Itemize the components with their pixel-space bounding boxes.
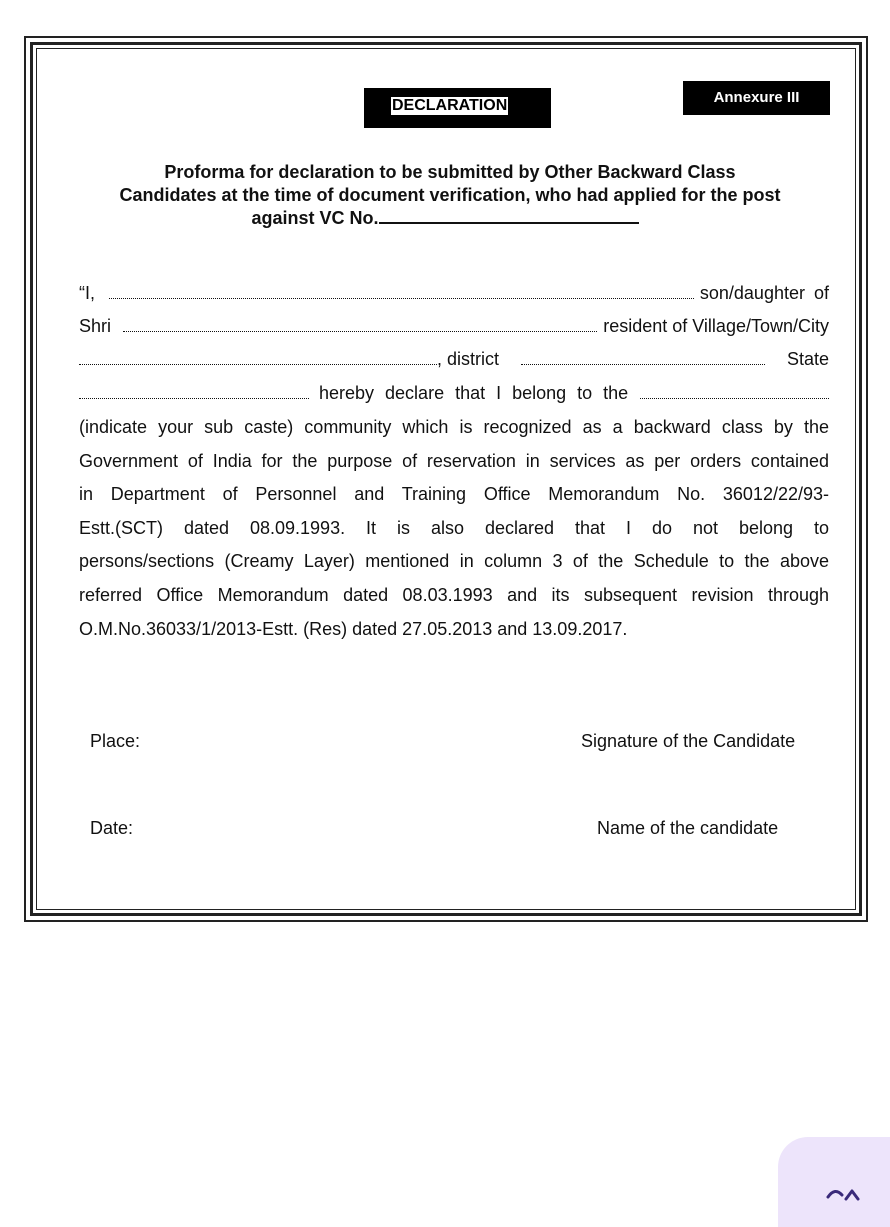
declarant-prefix: “I, [79,283,95,303]
declare-text: hereby declare that I belong to the [319,383,629,403]
village-blank [79,363,437,365]
son-daughter-of: son/daughter of [699,283,829,303]
proforma-line-1: Proforma for declaration to be submitted by Other Backward Class [164,162,736,182]
proforma-heading [60,161,840,230]
body-line-7: in Department of Personnel and Training Office Memorandum No. 36012/22/93- [79,484,829,504]
shri-label: Shri [79,316,112,336]
signature-label: Signature of the Candidate [581,731,796,751]
body-line-1 [79,282,829,304]
state-blank [79,397,309,399]
proforma-line-3 [60,207,840,230]
body-line-3 [79,348,829,370]
body-line-11: O.M.No.36033/1/2013-Estt. (Res) dated 27.05.2013 and 13.09.2017. [79,619,628,639]
body-line-2 [79,315,829,337]
floating-action-panel[interactable] [778,1137,890,1227]
declaration-title: DECLARATION [392,97,508,114]
caste-blank [640,397,829,399]
body-line-6: Government of India for the purpose of reservation in services as per orders contained [79,451,829,471]
chevron-up-icon[interactable] [826,1183,860,1203]
annexure-label: Annexure III [683,81,830,115]
father-name-blank [123,330,597,332]
body-line-9: persons/sections (Creamy Layer) mentioned in column 3 of the Schedule to the above [79,551,829,571]
proforma-line-2: Candidates at the time of document verification, who had applied for the post [119,185,781,205]
state-label: State [786,349,829,369]
declaration-title-box [364,88,551,128]
body-line-10: referred Office Memorandum dated 08.03.1993 and its subsequent revision through [79,585,829,605]
candidate-name-label: Name of the candidate [597,818,779,838]
body-line-4 [79,382,829,404]
place-label: Place: [90,731,141,751]
district-blank [521,363,765,365]
resident-of: resident of Village/Town/City [603,316,829,336]
district-label: , district [437,349,500,369]
body-line-5: (indicate your sub caste) community which is recognized as a backward class by the [79,417,829,437]
name-blank [109,297,694,299]
body-line-8: Estt.(SCT) dated 08.09.1993. It is also declared that I do not belong to [79,518,829,538]
vc-number-blank [379,221,639,224]
date-label: Date: [90,818,134,838]
vc-label: against VC No. [251,208,379,228]
